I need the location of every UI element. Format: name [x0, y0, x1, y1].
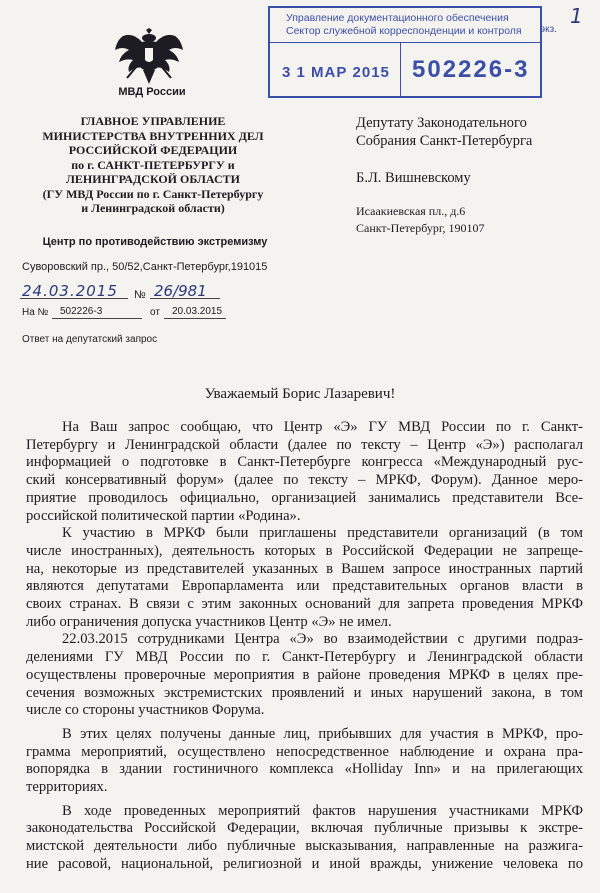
text-line: вопорядка в здании гостиничного комплекса «Holliday Inn» и на прилегающих — [26, 761, 583, 778]
copy-number: 1 — [570, 4, 583, 28]
reference-underline — [52, 318, 142, 319]
stamp-number: 502226-3 — [412, 56, 530, 83]
letter-body — [26, 419, 583, 874]
text-line: либо ограничения допуска участников Центр «Э» не имел. — [26, 613, 392, 630]
reference-label: На № — [22, 307, 49, 318]
org-line: ГЛАВНОЕ УПРАВЛЕНИЕ — [80, 114, 226, 128]
text-line: В этих целях получены данные лиц, прибывших для участия в МРКФ, про- — [62, 725, 583, 742]
paragraph — [26, 726, 583, 797]
stamp-copy-label: экз. — [540, 24, 557, 35]
paragraph — [26, 525, 583, 631]
text-line: ние расовой, национальной, религиозной и иной вражды, унижение человека по — [26, 855, 583, 872]
recipient-address: Исаакиевская пл., д.6 — [356, 204, 466, 218]
text-line: числе со стороны участников Форума. — [26, 702, 265, 719]
registration-stamp — [268, 6, 542, 98]
recipient-title: Собрания Санкт-Петербурга — [356, 133, 533, 149]
outgoing-number: 26/981 — [154, 282, 207, 300]
text-line: информацией о подготовке в Санкт-Петербурге конгресса «Международный рус- — [26, 454, 583, 471]
stamp-divider — [400, 42, 401, 96]
org-line: (ГУ МВД России по г. Санкт-Петербургу — [42, 186, 264, 201]
org-line: и Ленинградской области) — [81, 201, 225, 215]
subject-line: Ответ на депутатский запрос — [22, 334, 158, 345]
org-line: МИНИСТЕРСТВА ВНУТРЕННИХ ДЕЛ — [42, 128, 264, 143]
organization-name — [30, 114, 276, 216]
stamp-line: Сектор служебной корреспонденции и контроля — [286, 25, 522, 37]
text-line: 22.03.2015 сотрудниками Центра «Э» во взаимодействии с другими подраз- — [62, 631, 583, 648]
recipient-title: Депутату Законодательного — [356, 115, 527, 131]
stamp-date: 3 1 МАР 2015 — [282, 64, 390, 81]
text-line: сечения возможных экстремистских проявлений и иных нарушений закона, в том — [26, 684, 583, 701]
recipient-address: Санкт-Петербург, 190107 — [356, 221, 485, 235]
stamp-line: Управление документационного обеспечения — [286, 12, 509, 24]
date-underline — [20, 298, 128, 299]
reference-date: 20.03.2015 — [172, 306, 223, 317]
paragraph — [26, 803, 583, 874]
org-line: РОССИЙСКОЙ ФЕДЕРАЦИИ — [68, 143, 238, 157]
recipient-name: Б.Л. Вишневскому — [356, 170, 471, 186]
number-label: № — [134, 289, 146, 301]
sender-address: Суворовский пр., 50/52,Санкт-Петербург,191015 — [22, 261, 268, 273]
reference-date-label: от — [150, 307, 160, 318]
text-line: ский консервативный форум» (далее по тексту – МРКФ, Форум). Данное меро- — [26, 472, 583, 489]
text-line: мистской деятельности либо публичные высказывания, направленные на разжига- — [26, 838, 583, 855]
number-underline — [150, 298, 220, 299]
outgoing-date: 24.03.2015 — [22, 282, 118, 300]
reference-number: 502226-3 — [60, 306, 103, 317]
department-name: Центр по противодействию экстремизму — [42, 236, 268, 248]
text-line: территориях. — [26, 779, 108, 796]
text-line: приятие проводилось официально, организацией занимались представители Все- — [26, 489, 583, 506]
text-line: делениями ГУ МВД России по г. Санкт-Петербургу и Ленинградской области — [26, 649, 583, 666]
text-line: грамма мероприятий, осуществлено непосредственное наблюдение и охрана пра- — [26, 743, 583, 760]
emblem-label: МВД России — [118, 86, 186, 98]
text-line: являются депутатами Европарламента или представительных органов власти в — [26, 578, 583, 595]
text-line: числе иностранных), деятельность которых в Российской Федерации не запреще- — [26, 542, 583, 559]
double-headed-eagle-emblem-icon — [113, 28, 185, 86]
paragraph — [26, 631, 583, 720]
paragraph — [26, 419, 583, 525]
org-line: ЛЕНИНГРАДСКОЙ ОБЛАСТИ — [65, 172, 241, 186]
reference-date-underline — [164, 318, 226, 319]
text-line: Петербургу и Ленинградской области (далее по тексту – Центр «Э») располагал — [26, 436, 583, 453]
text-line: В ходе проведенных мероприятий фактов нарушения участниками МРКФ — [62, 802, 583, 819]
text-line: российской политической партии «Родина». — [26, 507, 301, 524]
text-line: К участию в МРКФ были приглашены представители организаций (в том — [62, 525, 583, 542]
text-line: осуществлены проверочные мероприятия в районе проведения МРКФ в целях пре- — [26, 666, 583, 683]
stamp-divider — [270, 42, 540, 43]
text-line: законодательства Российской Федерации, включая публичные призывы к экстре- — [26, 820, 583, 837]
text-line: своих странах. В связи с этим законных оснований для запрета проведения МРКФ — [26, 596, 583, 613]
salutation: Уважаемый Борис Лазаревич! — [204, 386, 396, 402]
org-line: по г. САНКТ-ПЕТЕРБУРГУ и — [71, 157, 235, 172]
text-line: на, некоторые из представителей указанных в Вашем запросе иностранных партий — [26, 560, 583, 577]
text-line: На Ваш запрос сообщаю, что Центр «Э» ГУ МВД России по г. Санкт- — [62, 419, 583, 435]
